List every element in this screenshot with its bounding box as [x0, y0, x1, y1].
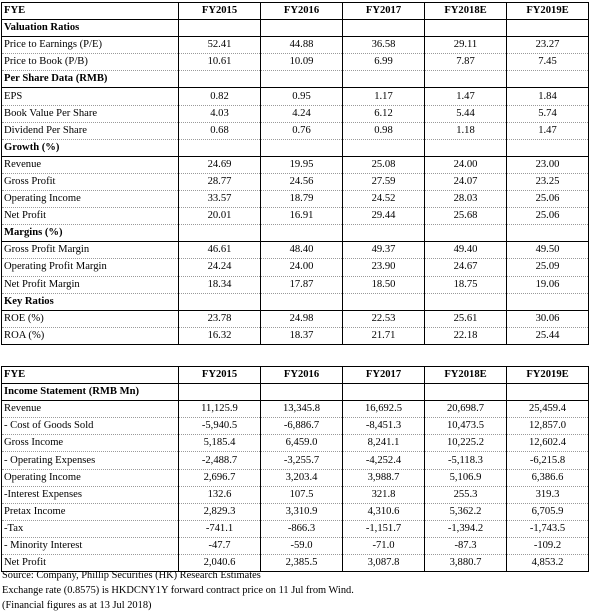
- empty-cell: [343, 384, 425, 401]
- table-row: [2, 37, 589, 54]
- value-cell: -87.3: [425, 537, 507, 554]
- row-label: ROE (%): [2, 310, 179, 327]
- value-cell: 6,386.6: [507, 469, 589, 486]
- table-row: [2, 401, 589, 418]
- value-cell: 25.06: [507, 191, 589, 208]
- value-cell: 6,459.0: [261, 435, 343, 452]
- header-year-cell: FY2016: [261, 3, 343, 20]
- row-label: ROA (%): [2, 327, 179, 344]
- table-row: [2, 418, 589, 435]
- table-row: [2, 242, 589, 259]
- empty-cell: [507, 384, 589, 401]
- empty-cell: [507, 225, 589, 242]
- as-of-note: (Financial figures as at 13 Jul 2018): [2, 600, 152, 612]
- row-label: Operating Income: [2, 469, 179, 486]
- row-label: -Tax: [2, 520, 179, 537]
- header-row: [2, 367, 589, 384]
- value-cell: -71.0: [343, 537, 425, 554]
- section-title: Per Share Data (RMB): [2, 71, 179, 88]
- value-cell: 5,185.4: [179, 435, 261, 452]
- value-cell: 24.67: [425, 259, 507, 276]
- section-title: Valuation Ratios: [2, 20, 179, 37]
- row-label: Revenue: [2, 156, 179, 173]
- empty-cell: [179, 71, 261, 88]
- value-cell: 28.03: [425, 191, 507, 208]
- value-cell: 25.06: [507, 208, 589, 225]
- value-cell: 21.71: [343, 327, 425, 344]
- empty-cell: [343, 20, 425, 37]
- value-cell: 6,705.9: [507, 503, 589, 520]
- value-cell: 23.25: [507, 173, 589, 190]
- value-cell: 18.37: [261, 327, 343, 344]
- value-cell: -866.3: [261, 520, 343, 537]
- row-label: Net Profit: [2, 208, 179, 225]
- header-year-cell: FY2019E: [507, 3, 589, 20]
- value-cell: 24.52: [343, 191, 425, 208]
- value-cell: 107.5: [261, 486, 343, 503]
- value-cell: 18.75: [425, 276, 507, 293]
- section-title-row: [2, 225, 589, 242]
- row-label: Price to Book (P/B): [2, 54, 179, 71]
- value-cell: 12,602.4: [507, 435, 589, 452]
- section-title: Growth (%): [2, 139, 179, 156]
- value-cell: 7.87: [425, 54, 507, 71]
- value-cell: 11,125.9: [179, 401, 261, 418]
- row-label: Operating Profit Margin: [2, 259, 179, 276]
- value-cell: 1.47: [425, 88, 507, 105]
- value-cell: 16.91: [261, 208, 343, 225]
- value-cell: 5.44: [425, 105, 507, 122]
- header-year-cell: FY2019E: [507, 367, 589, 384]
- value-cell: 24.07: [425, 173, 507, 190]
- value-cell: -5,940.5: [179, 418, 261, 435]
- value-cell: 29.11: [425, 37, 507, 54]
- value-cell: -1,394.2: [425, 520, 507, 537]
- value-cell: 36.58: [343, 37, 425, 54]
- value-cell: 24.24: [179, 259, 261, 276]
- value-cell: 49.40: [425, 242, 507, 259]
- table-row: [2, 469, 589, 486]
- row-label: - Operating Expenses: [2, 452, 179, 469]
- value-cell: 6.99: [343, 54, 425, 71]
- value-cell: 49.50: [507, 242, 589, 259]
- table-row: [2, 173, 589, 190]
- table-row: [2, 435, 589, 452]
- value-cell: 52.41: [179, 37, 261, 54]
- table-row: [2, 122, 589, 139]
- section-title-row: [2, 384, 589, 401]
- value-cell: 17.87: [261, 276, 343, 293]
- empty-cell: [343, 225, 425, 242]
- empty-cell: [261, 293, 343, 310]
- value-cell: 22.18: [425, 327, 507, 344]
- value-cell: 255.3: [425, 486, 507, 503]
- value-cell: 4,853.2: [507, 555, 589, 572]
- value-cell: 48.40: [261, 242, 343, 259]
- empty-cell: [179, 384, 261, 401]
- value-cell: 49.37: [343, 242, 425, 259]
- empty-cell: [507, 71, 589, 88]
- section-title-row: [2, 139, 589, 156]
- value-cell: 18.34: [179, 276, 261, 293]
- footnotes: [2, 568, 354, 614]
- value-cell: 24.56: [261, 173, 343, 190]
- value-cell: -109.2: [507, 537, 589, 554]
- row-label: Net Profit Margin: [2, 276, 179, 293]
- table-row: [2, 310, 589, 327]
- value-cell: 20,698.7: [425, 401, 507, 418]
- empty-cell: [343, 293, 425, 310]
- table-row: [2, 208, 589, 225]
- value-cell: 0.68: [179, 122, 261, 139]
- value-cell: 1.18: [425, 122, 507, 139]
- value-cell: 18.79: [261, 191, 343, 208]
- row-label: Gross Profit Margin: [2, 242, 179, 259]
- value-cell: 3,880.7: [425, 555, 507, 572]
- value-cell: 19.06: [507, 276, 589, 293]
- value-cell: 10,225.2: [425, 435, 507, 452]
- value-cell: 2,385.5: [261, 555, 343, 572]
- row-label: Net Profit: [2, 555, 179, 572]
- row-label: - Cost of Goods Sold: [2, 418, 179, 435]
- empty-cell: [261, 384, 343, 401]
- empty-cell: [425, 71, 507, 88]
- value-cell: 0.82: [179, 88, 261, 105]
- value-cell: 23.27: [507, 37, 589, 54]
- section-title-row: [2, 293, 589, 310]
- value-cell: 24.69: [179, 156, 261, 173]
- table-row: [2, 191, 589, 208]
- table-row: [2, 520, 589, 537]
- section-title-row: [2, 71, 589, 88]
- value-cell: 25.68: [425, 208, 507, 225]
- empty-cell: [261, 71, 343, 88]
- value-cell: 10.61: [179, 54, 261, 71]
- value-cell: 3,203.4: [261, 469, 343, 486]
- value-cell: 1.17: [343, 88, 425, 105]
- value-cell: -741.1: [179, 520, 261, 537]
- empty-cell: [343, 71, 425, 88]
- table-row: [2, 452, 589, 469]
- value-cell: 20.01: [179, 208, 261, 225]
- value-cell: -5,118.3: [425, 452, 507, 469]
- row-label: - Minority Interest: [2, 537, 179, 554]
- value-cell: -8,451.3: [343, 418, 425, 435]
- value-cell: 18.50: [343, 276, 425, 293]
- empty-cell: [425, 20, 507, 37]
- value-cell: -1,743.5: [507, 520, 589, 537]
- table-row: [2, 486, 589, 503]
- empty-cell: [425, 384, 507, 401]
- section-title: Income Statement (RMB Mn): [2, 384, 179, 401]
- value-cell: 22.53: [343, 310, 425, 327]
- table-row: [2, 88, 589, 105]
- table-row: [2, 156, 589, 173]
- row-label: Operating Income: [2, 191, 179, 208]
- value-cell: 3,310.9: [261, 503, 343, 520]
- empty-cell: [507, 293, 589, 310]
- row-label: Gross Income: [2, 435, 179, 452]
- value-cell: 29.44: [343, 208, 425, 225]
- value-cell: -1,151.7: [343, 520, 425, 537]
- header-year-cell: FY2018E: [425, 3, 507, 20]
- value-cell: 23.90: [343, 259, 425, 276]
- section-title: Margins (%): [2, 225, 179, 242]
- value-cell: -47.7: [179, 537, 261, 554]
- value-cell: 319.3: [507, 486, 589, 503]
- table-row: [2, 259, 589, 276]
- value-cell: 1.47: [507, 122, 589, 139]
- value-cell: 2,040.6: [179, 555, 261, 572]
- header-year-cell: FY2016: [261, 367, 343, 384]
- table-row: [2, 503, 589, 520]
- value-cell: 4.03: [179, 105, 261, 122]
- value-cell: 13,345.8: [261, 401, 343, 418]
- value-cell: 10.09: [261, 54, 343, 71]
- value-cell: 5.74: [507, 105, 589, 122]
- value-cell: 5,362.2: [425, 503, 507, 520]
- financial-ratios-table: [1, 2, 589, 345]
- row-label: Revenue: [2, 401, 179, 418]
- value-cell: 5,106.9: [425, 469, 507, 486]
- value-cell: -2,488.7: [179, 452, 261, 469]
- header-year-cell: FY2017: [343, 367, 425, 384]
- empty-cell: [425, 293, 507, 310]
- value-cell: 25.09: [507, 259, 589, 276]
- table-row: [2, 54, 589, 71]
- empty-cell: [507, 139, 589, 156]
- value-cell: 24.00: [425, 156, 507, 173]
- value-cell: 10,473.5: [425, 418, 507, 435]
- value-cell: -6,886.7: [261, 418, 343, 435]
- value-cell: 24.00: [261, 259, 343, 276]
- empty-cell: [425, 225, 507, 242]
- value-cell: 12,857.0: [507, 418, 589, 435]
- section-title-row: [2, 20, 589, 37]
- value-cell: 6.12: [343, 105, 425, 122]
- value-cell: 3,988.7: [343, 469, 425, 486]
- value-cell: 132.6: [179, 486, 261, 503]
- empty-cell: [425, 139, 507, 156]
- value-cell: 19.95: [261, 156, 343, 173]
- empty-cell: [261, 139, 343, 156]
- value-cell: 2,829.3: [179, 503, 261, 520]
- empty-cell: [179, 139, 261, 156]
- empty-cell: [179, 225, 261, 242]
- value-cell: 25.44: [507, 327, 589, 344]
- value-cell: 25.08: [343, 156, 425, 173]
- value-cell: 16.32: [179, 327, 261, 344]
- value-cell: 24.98: [261, 310, 343, 327]
- value-cell: 23.00: [507, 156, 589, 173]
- empty-cell: [507, 20, 589, 37]
- row-label: Book Value Per Share: [2, 105, 179, 122]
- row-label: Dividend Per Share: [2, 122, 179, 139]
- value-cell: 1.84: [507, 88, 589, 105]
- row-label: -Interest Expenses: [2, 486, 179, 503]
- value-cell: 30.06: [507, 310, 589, 327]
- table-row: [2, 327, 589, 344]
- header-row: [2, 3, 589, 20]
- value-cell: -4,252.4: [343, 452, 425, 469]
- value-cell: 25,459.4: [507, 401, 589, 418]
- row-label: Pretax Income: [2, 503, 179, 520]
- table-row: [2, 276, 589, 293]
- value-cell: -3,255.7: [261, 452, 343, 469]
- header-label-cell: FYE: [2, 3, 179, 20]
- value-cell: 44.88: [261, 37, 343, 54]
- empty-cell: [179, 20, 261, 37]
- income-statement-table: [1, 366, 589, 572]
- value-cell: 0.98: [343, 122, 425, 139]
- value-cell: 33.57: [179, 191, 261, 208]
- empty-cell: [261, 225, 343, 242]
- value-cell: 0.76: [261, 122, 343, 139]
- header-year-cell: FY2015: [179, 3, 261, 20]
- value-cell: 7.45: [507, 54, 589, 71]
- value-cell: 321.8: [343, 486, 425, 503]
- header-label-cell: FYE: [2, 367, 179, 384]
- value-cell: 4.24: [261, 105, 343, 122]
- value-cell: -6,215.8: [507, 452, 589, 469]
- value-cell: 27.59: [343, 173, 425, 190]
- value-cell: 46.61: [179, 242, 261, 259]
- value-cell: -59.0: [261, 537, 343, 554]
- value-cell: 8,241.1: [343, 435, 425, 452]
- empty-cell: [179, 293, 261, 310]
- table-row: [2, 537, 589, 554]
- table-spacer: [1, 352, 588, 363]
- header-year-cell: FY2018E: [425, 367, 507, 384]
- section-title: Key Ratios: [2, 293, 179, 310]
- value-cell: 0.95: [261, 88, 343, 105]
- row-label: Price to Earnings (P/E): [2, 37, 179, 54]
- source-note: Source: Company, Phillip Securities (HK) Research Estimates: [2, 570, 261, 581]
- value-cell: 23.78: [179, 310, 261, 327]
- exchange-rate-note: Exchange rate (0.8575) is HKDCNY1Y forward contract price on 11 Jul from Wind.: [2, 585, 354, 597]
- header-year-cell: FY2015: [179, 367, 261, 384]
- value-cell: 3,087.8: [343, 555, 425, 572]
- value-cell: 16,692.5: [343, 401, 425, 418]
- empty-cell: [343, 139, 425, 156]
- table-row: [2, 105, 589, 122]
- row-label: EPS: [2, 88, 179, 105]
- empty-cell: [261, 20, 343, 37]
- row-label: Gross Profit: [2, 173, 179, 190]
- value-cell: 4,310.6: [343, 503, 425, 520]
- value-cell: 28.77: [179, 173, 261, 190]
- header-year-cell: FY2017: [343, 3, 425, 20]
- value-cell: 2,696.7: [179, 469, 261, 486]
- value-cell: 25.61: [425, 310, 507, 327]
